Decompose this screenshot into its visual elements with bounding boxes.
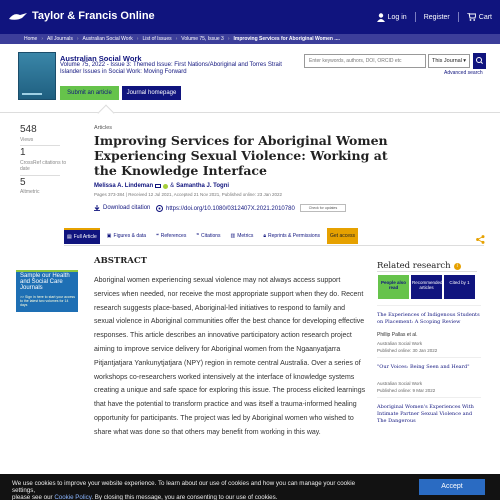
- related-article-title[interactable]: The Experiences of Indigenous Students on Placement: A Scoping Review: [377, 312, 480, 325]
- divider: [20, 145, 60, 146]
- tab-references[interactable]: [153, 228, 189, 244]
- tab-cited-by[interactable]: Cited by 1: [444, 275, 475, 299]
- tab-label: Figures & data: [113, 233, 147, 239]
- tab-label: Reprints & Permissions: [268, 233, 320, 239]
- journal-issue[interactable]: Volume 75, 2022 - Issue 3: Themed Issue: First Nations/Aboriginal and Torres Strait Islander Issues in Social Work: Moving Forward: [60, 62, 282, 75]
- author-list: [94, 183, 229, 189]
- crossref-count: 1: [20, 147, 26, 158]
- journal-homepage-button[interactable]: Journal homepage: [122, 86, 181, 100]
- check-for-updates-button[interactable]: Check for updates: [300, 204, 346, 212]
- promo-banner[interactable]: [16, 270, 78, 312]
- tab-full-article[interactable]: [64, 228, 100, 244]
- divider: [0, 112, 500, 113]
- related-article-journal: Australian Social Work: [377, 381, 423, 386]
- share-icon[interactable]: [476, 231, 485, 249]
- article-tabs: [64, 228, 358, 244]
- orcid-icon[interactable]: [163, 184, 168, 189]
- chevron-right-icon: ›: [227, 36, 230, 42]
- cookie-line: please see our: [12, 494, 55, 500]
- abstract-text: Aboriginal women experiencing sexual violence may not always access support services when needed, nor receive the most appropriate support when they do. Recent research suggests place-based, Aboriginal-led initiatives to respond to family and sexual violence in Aboriginal communities offer the best chance for developing effective responses. This article describes an innovative participatory action research project aiming to improve service delivery for Aboriginal women from the Ngaanyatjarra Pitjantjatjara Yankunytjatjara (NPY) region in remote central Australia. Over a series of workshops co-researchers worked intensively at the interface of knowledge systems creating a unique and safe space for exploring this issue. The process elicited learnings that have the potential to transform practice and was itself a trauma-informed healing opportunity for participants. The project was led by Aboriginal women who wished to share what was done so that others may benefit from working in this way.: [94, 277, 366, 436]
- cart-link[interactable]: [467, 13, 492, 21]
- search-button[interactable]: [473, 53, 486, 69]
- bar-chart-icon: ▥: [230, 233, 236, 239]
- chevron-right-icon: ›: [76, 36, 79, 42]
- cookie-text: [12, 480, 372, 500]
- author-name[interactable]: Samantha J. Togni: [176, 183, 230, 189]
- related-research-heading: [377, 261, 461, 271]
- promo-subtitle: >> Sign in here to start your access to the latest two volumes for 14 days: [20, 295, 76, 307]
- author-name[interactable]: Melissa A. Lindeman: [94, 183, 154, 189]
- tab-recommended[interactable]: Recommended articles: [411, 275, 442, 299]
- breadcrumb-volume[interactable]: Volume 75, Issue 3: [181, 36, 224, 42]
- breadcrumb: [0, 34, 500, 44]
- divider: [458, 12, 459, 22]
- cookie-banner: [0, 474, 500, 500]
- related-tabs: [378, 275, 475, 299]
- views-label: Views: [20, 137, 34, 143]
- article-title: Improving Services for Aboriginal Women Experiencing Sexual Violence: Working at the Knowledge Interface: [94, 133, 388, 178]
- divider: [20, 175, 60, 176]
- breadcrumb-current: Improving Services for Aboriginal Women ....: [233, 36, 340, 42]
- doi-link[interactable]: [156, 205, 295, 212]
- chevron-right-icon: ›: [136, 36, 139, 42]
- chevron-down-icon: ▾: [463, 58, 466, 64]
- citations-icon: ❞: [196, 233, 200, 239]
- cookie-line: We use cookies to improve your website experience. To learn about our use of cookies and how you can manage your cookie settings,: [12, 480, 356, 494]
- related-article-title[interactable]: Aboriginal Women's Experiences With Intimate Partner Sexual Violence and The Dangerous: [377, 404, 474, 424]
- cover-stripe: [22, 93, 42, 95]
- advanced-search-link[interactable]: Advanced search: [444, 70, 483, 76]
- search-input[interactable]: Enter keywords, authors, DOI, ORCID etc: [304, 54, 426, 68]
- brand-name: Taylor & Francis Online: [32, 10, 155, 22]
- download-icon: [94, 205, 100, 211]
- journal-cover[interactable]: [18, 52, 56, 100]
- related-list: [377, 305, 481, 425]
- breadcrumb-home[interactable]: Home: [24, 36, 38, 42]
- login-label: Log in: [387, 13, 407, 21]
- account-links: [377, 12, 492, 22]
- quote-icon: ❝: [156, 233, 159, 239]
- list-item: [377, 397, 481, 425]
- tab-citations[interactable]: [193, 228, 223, 244]
- cookie-line: . By closing this message, you are consenting to our use of cookies.: [91, 494, 278, 500]
- divider-notch: [98, 105, 115, 122]
- tab-label: Full Article: [73, 234, 97, 240]
- download-citation-link[interactable]: [94, 205, 150, 211]
- views-count: 548: [20, 124, 37, 135]
- article-type: Articles: [94, 125, 113, 131]
- register-link[interactable]: [424, 14, 450, 21]
- breadcrumb-all-journals[interactable]: All Journals: [47, 36, 73, 42]
- login-link[interactable]: [377, 13, 407, 22]
- brand-logo[interactable]: [8, 10, 155, 22]
- tab-label: References: [160, 233, 187, 239]
- related-article-date: Published online: 9 Mar 2022: [377, 388, 436, 393]
- divider: [415, 12, 416, 22]
- document-icon: ▤: [67, 234, 72, 240]
- altmetric-count: 5: [20, 177, 26, 188]
- user-icon: [377, 13, 385, 22]
- publication-history: Pages 373-384 | Received 12 Jul 2021, Accepted 21 Nov 2021, Published online: 23 Jan 2022: [94, 192, 283, 197]
- breadcrumb-issues[interactable]: List of Issues: [142, 36, 172, 42]
- search-icon: [473, 53, 486, 69]
- breadcrumb-journal[interactable]: Australian Social Work: [82, 36, 133, 42]
- related-article-journal: Australian Social Work: [377, 341, 423, 346]
- related-article-title[interactable]: "Our Voices: Being Seen and Heard": [377, 364, 470, 370]
- lamp-logo-icon: [8, 10, 28, 22]
- cart-icon: [467, 13, 476, 21]
- list-item: [377, 357, 481, 393]
- info-icon[interactable]: i: [454, 263, 461, 270]
- related-research-title: Related research: [377, 261, 451, 271]
- promo-accent: [16, 270, 78, 272]
- accept-cookies-button[interactable]: Accept: [419, 479, 485, 495]
- tab-people-also-read[interactable]: People also read: [378, 275, 409, 299]
- related-article-date: Published online: 30 Jan 2022: [377, 348, 438, 353]
- tab-metrics[interactable]: [228, 228, 257, 244]
- get-access-button[interactable]: Get access: [327, 228, 358, 244]
- tab-label: Citations: [201, 233, 221, 239]
- register-label: Register: [423, 13, 450, 21]
- divider: [377, 271, 477, 272]
- author-separator: &: [170, 183, 175, 189]
- related-article-authors: Phillip Pallas et al.: [377, 332, 418, 338]
- abstract-heading: ABSTRACT: [94, 256, 147, 266]
- doi-icon: [156, 205, 163, 212]
- cookie-policy-link[interactable]: Cookie Policy: [54, 494, 92, 500]
- journal-title[interactable]: Australian Social Work: [60, 54, 142, 63]
- crossref-label: CrossRef citations to date: [20, 160, 67, 172]
- lock-icon: 🔒︎: [263, 233, 267, 239]
- promo-title: Sample our Health and Social Care Journals: [20, 273, 70, 291]
- altmetric-label: Altmetric: [20, 189, 40, 195]
- doi-label: https://doi.org/10.1080/0312407X.2021.2010780: [166, 205, 295, 212]
- tab-figures[interactable]: [104, 228, 149, 244]
- tab-reprints[interactable]: [260, 228, 323, 244]
- divider: [64, 245, 484, 246]
- search-scope-value: This Journal: [432, 58, 462, 64]
- download-citation-label: Download citation: [103, 205, 151, 211]
- chevron-right-icon: ›: [175, 36, 178, 42]
- cart-label: Cart: [478, 13, 492, 21]
- chevron-right-icon: ›: [41, 36, 44, 42]
- site-header: [0, 0, 500, 34]
- submit-article-button[interactable]: Submit an article: [60, 86, 119, 100]
- tab-label: Metrics: [237, 233, 254, 239]
- search-scope-select[interactable]: [428, 54, 470, 68]
- image-icon: ▣: [106, 233, 112, 239]
- list-item: [377, 305, 481, 353]
- email-icon[interactable]: [155, 184, 161, 188]
